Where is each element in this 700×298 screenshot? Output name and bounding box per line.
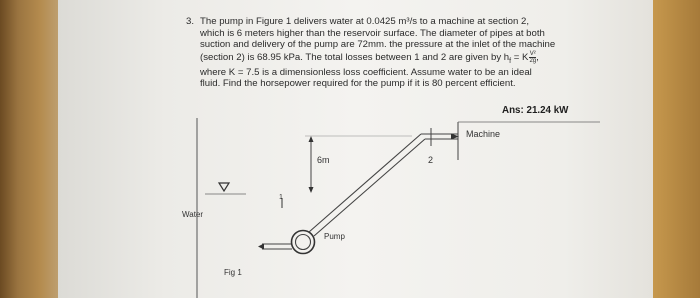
problem-line-5: where K = 7.5 is a dimensionless loss coefficient. Assume water to be an ideal bbox=[200, 66, 532, 78]
discharge-pipe-upper bbox=[309, 134, 421, 232]
dimension-arrow-bottom-icon bbox=[309, 187, 314, 193]
dimension-arrow-top-icon bbox=[309, 136, 314, 142]
discharge-pipe-lower bbox=[314, 139, 425, 236]
water-surface-icon bbox=[219, 183, 229, 191]
pump-label: Pump bbox=[324, 232, 345, 241]
water-label: Water bbox=[182, 210, 204, 219]
problem-line-4: (section 2) is 68.95 kPa. The total losses between 1 and 2 are given by h bbox=[200, 51, 510, 63]
problem-line-2: which is 6 meters higher than the reservoir surface. The diameter of pipes at both bbox=[200, 27, 545, 39]
problem-line-4-wrap: (section 2) is 68.95 kPa. The total losses between 1 and 2 are given by $h_f = K$ $\frac{\text{V²}}{2g}$ , bbox=[200, 50, 539, 65]
machine-label: Machine bbox=[466, 129, 501, 139]
problem-line-3: suction and delivery of the pump are 72mm. the pressure at the inlet of the machine bbox=[200, 39, 556, 50]
problem-line-6: fluid. Find the horsepower required for the pump if it is 80 percent efficient. bbox=[200, 78, 516, 90]
section-1-label: 1 bbox=[279, 194, 283, 201]
figure-caption: Fig 1 bbox=[224, 268, 242, 277]
problem-number: 3. bbox=[186, 16, 195, 27]
section-2-label: 2 bbox=[428, 155, 434, 165]
height-label: 6m bbox=[317, 155, 330, 165]
pump-impeller-icon bbox=[296, 235, 311, 250]
loss-formula: = K bbox=[513, 51, 529, 63]
velocity-head-fraction: $\frac{\text{V²}}{2g}$ bbox=[529, 50, 537, 64]
answer-text: Ans: 21.24 kW bbox=[502, 105, 569, 116]
problem-line-1: The pump in Figure 1 delivers water at 0.0425 m³/s to a machine at section 2, bbox=[200, 16, 530, 27]
suction-arrow-icon bbox=[258, 244, 264, 250]
